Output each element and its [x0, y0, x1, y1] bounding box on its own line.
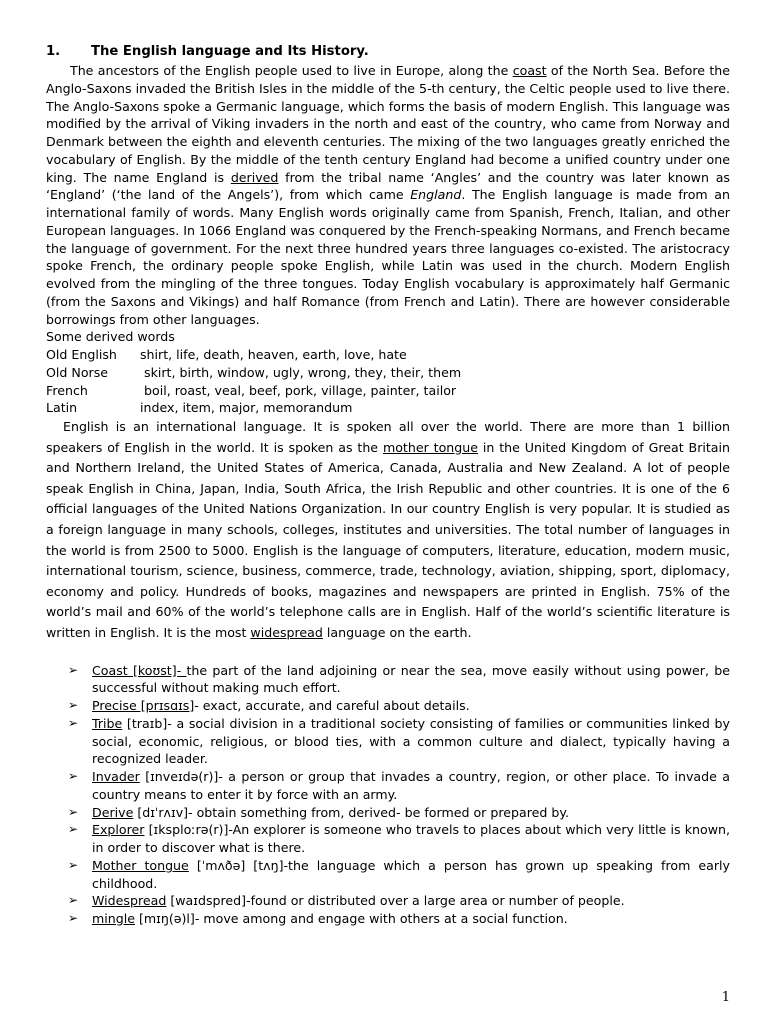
vocab-term: Precise [prɪsɑɪs]: [92, 698, 195, 714]
arrow-bullet-icon: ➢: [68, 804, 79, 819]
vocab-item: [46, 821, 730, 857]
language-words: boil, roast, veal, beef, pork, village, painter, tailor: [140, 382, 457, 398]
vocab-definition: [traɪb]- a social division in a traditional society consisting of families or communities linked by social, economic, religious, or blood ties, with a common culture and dialect, typically having a recognized leader.: [92, 715, 730, 767]
text-run: The ancestors of the English people used to live in Europe, along the: [70, 63, 513, 78]
vocab-definition: [waɪdspred]-found or distributed over a large area or number of people.: [166, 893, 625, 909]
international-language-paragraph: [46, 417, 730, 644]
language-words: skirt, birth, window, ugly, wrong, they, their, them: [140, 364, 462, 380]
arrow-bullet-icon: ➢: [68, 769, 79, 784]
vocabulary-list: [46, 662, 730, 928]
section-title: The English language and Its History.: [91, 44, 369, 59]
derived-row: [46, 382, 730, 400]
vocab-term: Derive: [92, 804, 134, 820]
vocab-term: Coast [koʊst]-: [92, 662, 187, 678]
history-paragraph: [46, 62, 730, 328]
vocab-term: Explorer: [92, 822, 145, 838]
underlined-word-mother-tongue: mother tongue: [382, 439, 478, 455]
vocab-item: [46, 804, 730, 822]
arrow-bullet-icon: ➢: [68, 893, 79, 908]
language-name: Old Norse: [46, 364, 109, 380]
arrow-bullet-icon: ➢: [68, 715, 79, 730]
section-heading: [46, 42, 730, 62]
arrow-bullet-icon: ➢: [68, 698, 79, 713]
vocab-term: Mother tongue: [92, 857, 189, 873]
vocab-item: [46, 715, 730, 768]
vocab-item: [46, 910, 730, 928]
vocab-definition: [mɪŋ(ə)l]- move among and engage with others at a social function.: [135, 911, 568, 927]
derived-words-intro: Some derived words: [46, 329, 175, 345]
text-run: in the United Kingdom of Great Britain and Northern Ireland, the United States of America, Canada, Australia and New Zealand. A lot of people speak English in China, Japan, India, South Africa, the Irish Republic and other countries. It is one of the 6 official languages of the United Nations Organization. In our country English is very popular. It is studied as a foreign language in many schools, colleges, institutes and universities. The total number of languages in the world is from 2500 to 5000. English is the language of computers, literature, education, modern music, international tourism, science, business, commerce, trade, technology, aviation, shipping, sport, diplomacy, economy and policy. Hundreds of books, magazines and newspapers are printed in English. 75% of the world’s mail and 60% of the world’s telephone calls are in English. Half of the world’s scientific literature is written in English. It is the most: [46, 439, 731, 640]
language-words: shirt, life, death, heaven, earth, love, hate: [140, 347, 407, 362]
arrow-bullet-icon: ➢: [68, 911, 79, 926]
vocab-definition: [ɪksploːrə(r)]-An explorer is someone who travels to places about which very little is known, in order to discover what is there.: [92, 822, 730, 856]
vocab-item: [46, 768, 730, 804]
text-run: of the North Sea. Before the Anglo-Saxons invaded the British Isles in the middle of the 5-th century, the Celtic people used to live there. The Anglo-Saxons spoke a Germanic language, which forms the basis of modern English. This language was modified by the arrival of Viking invaders in the north and east of the country, who came from Norway and Denmark between the eighth and eleventh centuries. The mixing of the two languages greatly enriched the vocabulary of English. By the middle of the tenth century England had become a unified country under one king. The name England is: [46, 63, 730, 185]
language-words: index, item, major, memorandum: [140, 400, 353, 416]
text-run: English is an international language. It is spoken all over the world. There are more than 1 billion speakers of English in the world. It is spoken as the: [46, 419, 730, 455]
vocab-term: mingle: [92, 911, 135, 927]
vocab-definition: [ˈmʌðə] [tʌŋ]-the language which a person has grown up speaking from early childhood.: [92, 857, 730, 891]
vocab-definition: [ɪnveɪdə(r)]- a person or group that invades a country, region, or other place. To invade a country means to enter it by force with an army.: [92, 769, 730, 802]
derived-words-list: [46, 346, 730, 417]
vocab-item: [46, 662, 730, 698]
language-name: Latin: [46, 400, 78, 416]
vocab-term: Invader: [92, 769, 140, 785]
text-run: from the tribal name ‘Angles’ and the country was later known as ‘England’ (‘the land of the Angels’), from which came: [46, 169, 730, 203]
derived-row: [46, 399, 730, 417]
vocab-item: [46, 857, 730, 893]
arrow-bullet-icon: ➢: [68, 857, 79, 872]
underlined-word-derived: derived: [230, 169, 279, 185]
derived-row: [46, 364, 730, 382]
language-name: French: [46, 382, 88, 398]
vocab-term: Tribe: [92, 715, 123, 731]
arrow-bullet-icon: ➢: [68, 662, 79, 677]
italic-word-england: England: [410, 187, 462, 203]
derived-row: [46, 346, 730, 364]
text-run: . The English language is made from an international family of words. Many English words originally came from Spanish, French, Italian, and other European languages. In 1066 England was conquered by the French-speaking Normans, and French became the language of government. For the next three hundred years three languages co-existed. The aristocracy spoke French, the ordinary people spoke English, while Latin was used in the church. Modern English evolved from the mingling of the three tongues. Today English vocabulary is approximately half Germanic (from the Saxons and Vikings) and half Romance (from French and Latin). There are however considerable borrowings from other languages.: [46, 187, 730, 327]
text-run: language on the earth.: [322, 624, 472, 640]
vocab-definition: the part of the land adjoining or near the sea, move easily without using power, be successful without making much effort.: [92, 662, 730, 696]
language-name: Old English: [46, 347, 117, 362]
page-number: 1: [721, 990, 730, 1005]
vocab-item: [46, 697, 730, 715]
arrow-bullet-icon: ➢: [68, 822, 79, 837]
vocab-term: Widespread: [92, 893, 167, 909]
document-page: [46, 42, 730, 928]
vocab-definition: [dɪˈrʌɪv]- obtain something from, derived- be formed or prepared by.: [133, 804, 569, 820]
section-number: 1.: [46, 44, 61, 59]
underlined-word-widespread: widespread: [250, 624, 323, 640]
underlined-word-coast: coast: [512, 63, 547, 78]
vocab-definition: - exact, accurate, and careful about details.: [194, 698, 470, 714]
vocab-item: [46, 892, 730, 910]
